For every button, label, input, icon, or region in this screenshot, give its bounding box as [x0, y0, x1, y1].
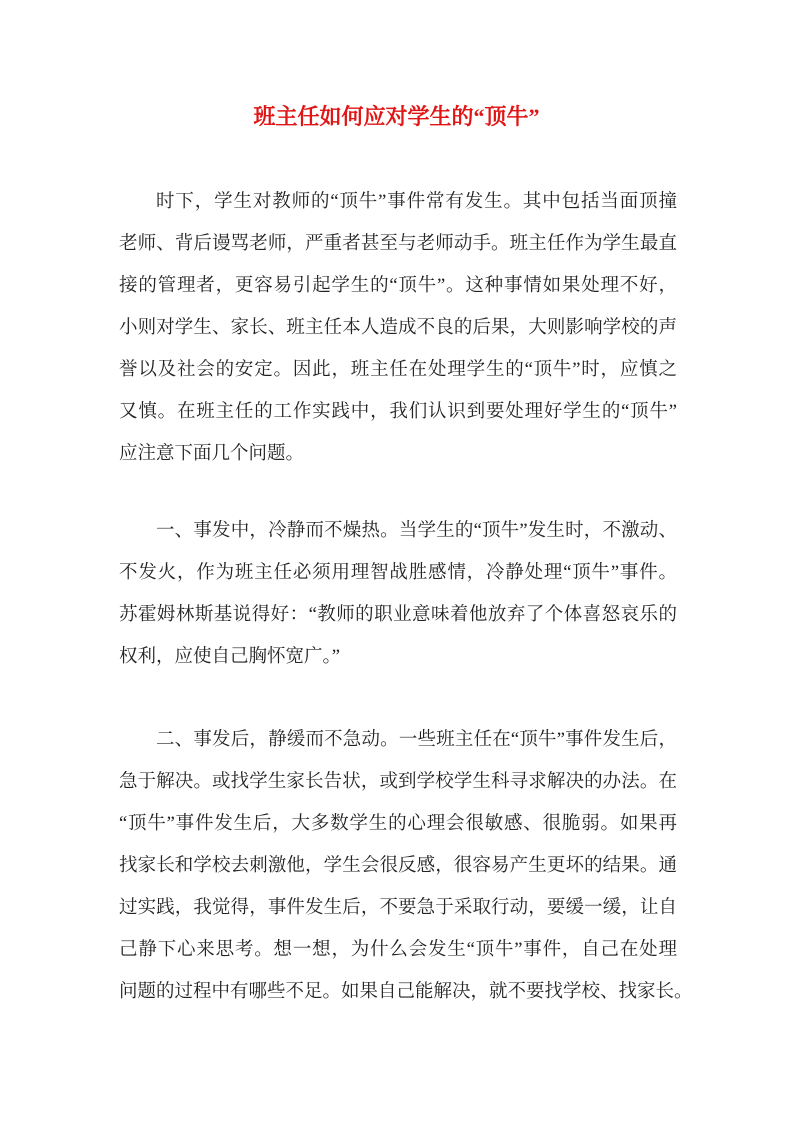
- text-line: 二、事发后，静缓而不急动。一些班主任在“顶牛”事件发生后，: [156, 730, 677, 750]
- text-line: 不发火，作为班主任必须用理智战胜感情，冷静处理“顶牛”事件。: [119, 563, 677, 583]
- text-line: 时下，学生对教师的“顶牛”事件常有发生。其中包括当面顶撞: [156, 192, 677, 212]
- text-line: 问题的过程中有哪些不足。如果自己能解决，就不要找学校、找家长。: [119, 982, 693, 1002]
- text-line: 苏霍姆林斯基说得好：“教师的职业意味着他放弃了个体喜怒哀乐的: [119, 605, 677, 625]
- text-line: 一、事发中，冷静而不燥热。当学生的“顶牛”发生时，不激动、: [156, 521, 677, 541]
- paragraph-point-two: [119, 719, 693, 1013]
- text-line: 急于解决。或找学生家长告状，或到学校学生科寻求解决的办法。在: [119, 772, 677, 792]
- paragraph-intro: [119, 181, 677, 475]
- text-line: 过实践，我觉得，事件发生后，不要急于采取行动，要缓一缓，让自: [119, 898, 677, 918]
- text-line: 小则对学生、家长、班主任本人造成不良的后果，大则影响学校的声: [119, 318, 677, 338]
- text-line: 权利，应使自己胸怀宽广。”: [119, 647, 340, 667]
- text-line: 应注意下面几个问题。: [119, 444, 305, 464]
- text-line: 接的管理者，更容易引起学生的“顶牛”。这种事情如果处理不好，: [119, 276, 677, 296]
- text-line: “顶牛”事件发生后，大多数学生的心理会很敏感、很脆弱。如果再: [119, 814, 677, 834]
- text-line: 又慎。在班主任的工作实践中，我们认识到要处理好学生的“顶牛”: [119, 402, 677, 422]
- document-title: 班主任如何应对学生的“顶牛”: [253, 104, 540, 129]
- text-line: 找家长和学校去刺激他，学生会很反感，很容易产生更坏的结果。通: [119, 856, 677, 876]
- paragraph-point-one: [119, 510, 677, 678]
- text-line: 誉以及社会的安定。因此，班主任在处理学生的“顶牛”时，应慎之: [119, 360, 677, 380]
- text-line: 己静下心来思考。想一想，为什么会发生“顶牛”事件，自己在处理: [119, 940, 677, 960]
- text-line: 老师、背后谩骂老师，严重者甚至与老师动手。班主任作为学生最直: [119, 234, 677, 254]
